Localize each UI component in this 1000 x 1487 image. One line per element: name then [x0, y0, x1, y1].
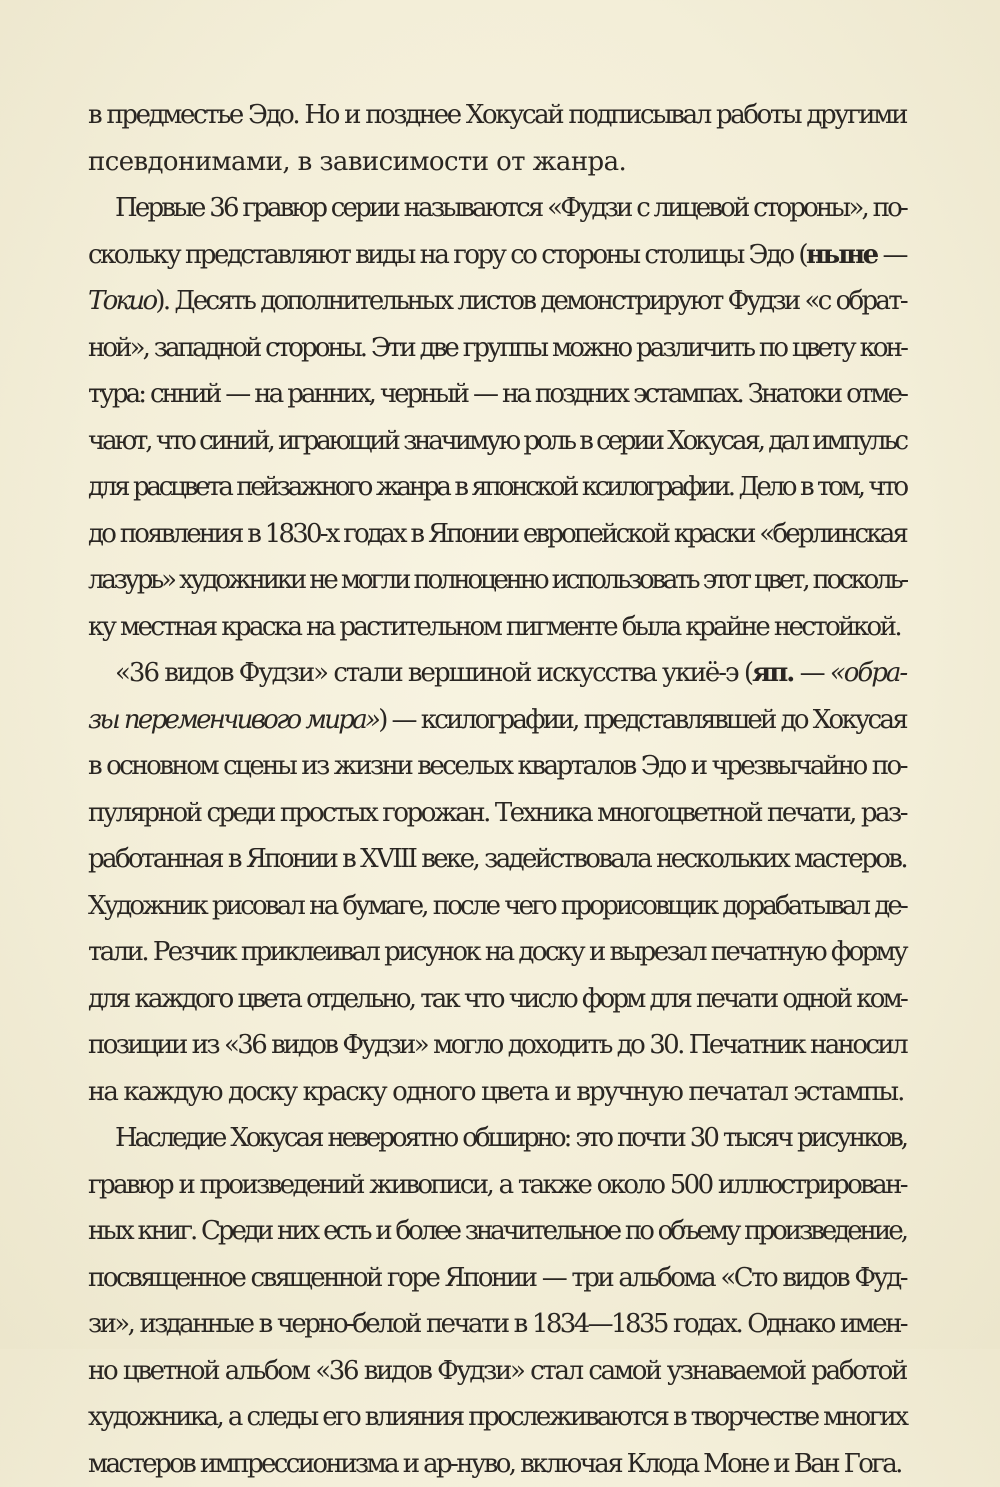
- text-line: работанная в Японии в XVIII веке, задействовала нескольких мастеров.: [88, 836, 906, 883]
- italic-term: зы переменчивого мира»: [88, 705, 378, 735]
- text-line: посвященное священной горе Японии — три альбома «Сто видов Фуд-: [88, 1255, 906, 1302]
- text-line: Первые 36 гравюр серии называются «Фудзи с лицевой стороны», по-: [88, 185, 906, 232]
- text-line: [88, 697, 906, 744]
- text-line: пулярной среди простых горожан. Техника многоцветной печати, раз-: [88, 790, 906, 837]
- text-line: на каждую доску краску одного цвета и вручную печатал эстампы.: [88, 1069, 906, 1116]
- text-line: художника, а следы его влияния прослеживаются в творчестве многих: [88, 1394, 906, 1441]
- text-line: гравюр и произведений живописи, а также около 500 иллюстрирован-: [88, 1162, 906, 1209]
- text-line: Наследие Хокусая невероятно обширно: это почти 30 тысяч рисунков,: [88, 1115, 906, 1162]
- text-line: чают, что синий, играющий значимую роль в серии Хокусая, дал импульс: [88, 418, 906, 465]
- text-line: псевдонимами, в зависимости от жанра.: [88, 139, 906, 186]
- text-line: зи», изданные в черно-белой печати в 1834—1835 годах. Однако имен-: [88, 1301, 906, 1348]
- text-line: ных книг. Среди них есть и более значительное по объему произведение,: [88, 1208, 906, 1255]
- text-line: ной», западной стороны. Эти две группы можно различить по цвету кон-: [88, 325, 906, 372]
- text-line: [88, 232, 906, 279]
- text-run: —: [877, 240, 906, 270]
- text-line: для расцвета пейзажного жанра в японской ксилографии. Дело в том, что: [88, 464, 906, 511]
- text-line: ку местная краска на растительном пигменте была крайне нестойкой.: [88, 604, 906, 651]
- text-line: тура: снний — на ранних, черный — на поздних эстампах. Знатоки отме-: [88, 371, 906, 418]
- text-line: для каждого цвета отдельно, так что число форм для печати одной ком-: [88, 976, 906, 1023]
- text-line: до появления в 1830-х годах в Японии европейской краски «берлинская: [88, 511, 906, 558]
- text-line: в предместье Эдо. Но и позднее Хокусай подписывал работы другими: [88, 92, 906, 139]
- text-run: «36 видов Фудзи» стали вершиной искусства укиё-э (: [115, 658, 752, 688]
- text-line: тали. Резчик приклеивал рисунок на доску и вырезал печатную форму: [88, 929, 906, 976]
- text-line: позиции из «36 видов Фудзи» могло доходить до 30. Печатник наносил: [88, 1022, 906, 1069]
- text-line: [88, 278, 906, 325]
- text-run: ). Десять дополнительных листов демонстрируют Фудзи «с обрат-: [155, 286, 906, 316]
- bold-term: ныне: [806, 240, 877, 270]
- text-line: мастеров импрессионизма и ар-нуво, включая Клода Моне и Ван Гога.: [88, 1441, 906, 1487]
- text-run: скольку представляют виды на гору со стороны столицы Эдо (: [88, 240, 806, 270]
- text-line: Художник рисовал на бумаге, после чего прорисовщик дорабатывал де-: [88, 883, 906, 930]
- text-line: но цветной альбом «36 видов Фудзи» стал самой узнаваемой работой: [88, 1348, 906, 1395]
- text-line: [88, 650, 906, 697]
- page-text: [88, 92, 906, 1487]
- bold-term: яп.: [752, 658, 793, 688]
- italic-term: «обра-: [830, 658, 906, 688]
- text-run: ) — ксилографии, представлявшей до Хокусая: [378, 705, 906, 735]
- italic-term: Токио: [88, 286, 155, 316]
- text-line: в основном сцены из жизни веселых кварталов Эдо и чрезвычайно по-: [88, 743, 906, 790]
- text-run: —: [793, 658, 830, 688]
- text-line: лазурь» художники не могли полноценно использовать этот цвет, посколь-: [88, 557, 906, 604]
